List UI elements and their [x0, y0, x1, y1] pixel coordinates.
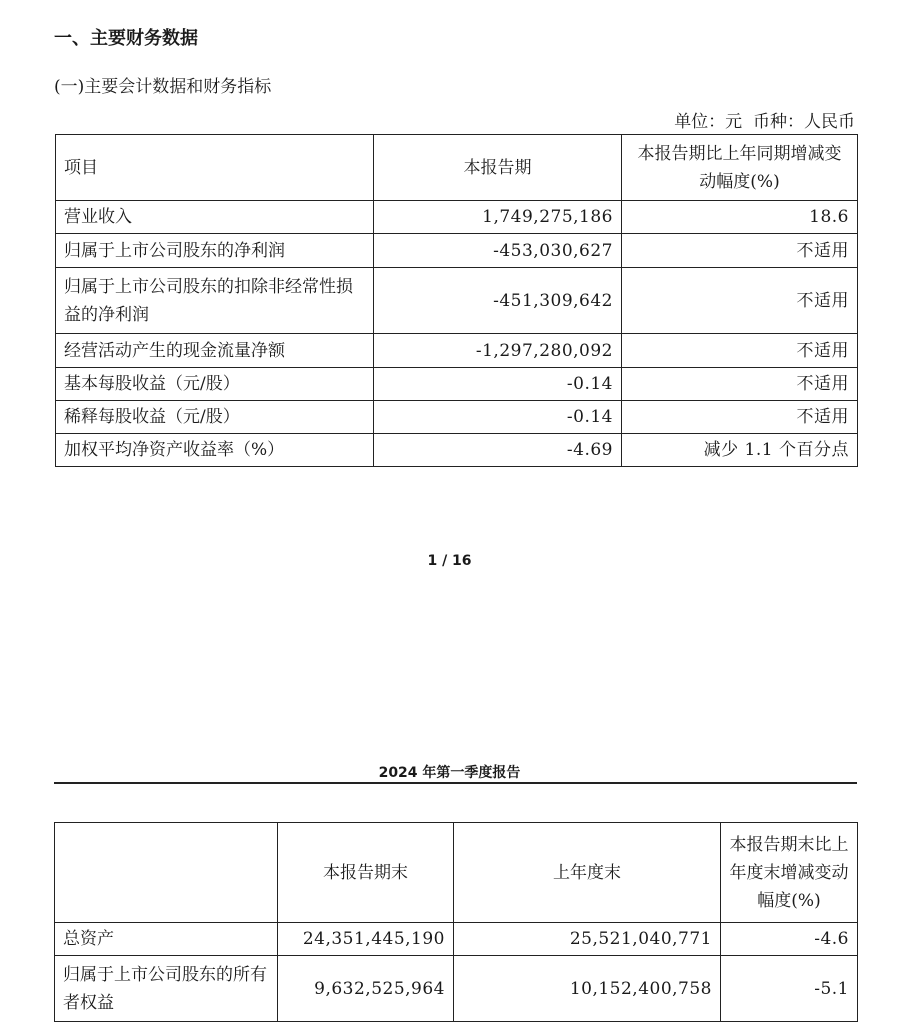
unit-currency-note: 单位：元 币种：人民币 — [674, 112, 855, 132]
row-current: -451,309,642 — [374, 268, 622, 334]
row-current: -0.14 — [374, 368, 622, 401]
row-prior: 25,521,040,771 — [454, 923, 721, 956]
row-change: 不适用 — [622, 234, 858, 268]
row-change: 不适用 — [622, 334, 858, 368]
row-item: 归属于上市公司股东的扣除非经常性损益的净利润 — [56, 268, 374, 334]
financial-data-table — [55, 134, 858, 467]
row-current: 9,632,525,964 — [278, 956, 454, 1022]
row-change: 不适用 — [622, 268, 858, 334]
table-row — [55, 923, 858, 956]
table-row — [56, 334, 858, 368]
row-current: 24,351,445,190 — [278, 923, 454, 956]
page-number: 1 / 16 — [427, 553, 472, 569]
row-change: -5.1 — [721, 956, 858, 1022]
header-divider — [54, 782, 857, 784]
row-item: 营业收入 — [56, 201, 374, 234]
row-item: 加权平均净资产收益率（%） — [56, 434, 374, 467]
row-item: 基本每股收益（元/股） — [56, 368, 374, 401]
header-change-rate: 本报告期末比上年度末增减变动幅度(%) — [721, 823, 858, 923]
row-item: 归属于上市公司股东的所有者权益 — [55, 956, 278, 1022]
row-prior: 10,152,400,758 — [454, 956, 721, 1022]
table-row — [56, 234, 858, 268]
header-item — [55, 823, 278, 923]
row-current: -1,297,280,092 — [374, 334, 622, 368]
row-change: -4.6 — [721, 923, 858, 956]
row-item: 经营活动产生的现金流量净额 — [56, 334, 374, 368]
table-row — [56, 401, 858, 434]
table-row — [56, 368, 858, 401]
row-change: 不适用 — [622, 401, 858, 434]
row-item: 总资产 — [55, 923, 278, 956]
header-current-period: 本报告期 — [374, 135, 622, 201]
table-row — [56, 268, 858, 334]
report-header: 2024 年第一季度报告 — [378, 765, 521, 781]
balance-data-table — [54, 822, 858, 1022]
subsection-title: (一)主要会计数据和财务指标 — [54, 77, 272, 97]
table-header-row — [56, 135, 858, 201]
header-item: 项目 — [56, 135, 374, 201]
table-header-row — [55, 823, 858, 923]
row-change: 减少 1.1 个百分点 — [622, 434, 858, 467]
row-change: 不适用 — [622, 368, 858, 401]
header-prior-year-end: 上年度末 — [454, 823, 721, 923]
row-current: 1,749,275,186 — [374, 201, 622, 234]
header-period-end: 本报告期末 — [278, 823, 454, 923]
row-current: -453,030,627 — [374, 234, 622, 268]
section-title: 一、主要财务数据 — [54, 28, 198, 49]
table-row — [56, 201, 858, 234]
row-item: 稀释每股收益（元/股） — [56, 401, 374, 434]
header-change-rate: 本报告期比上年同期增减变动幅度(%) — [622, 135, 858, 201]
row-current: -4.69 — [374, 434, 622, 467]
row-change: 18.6 — [622, 201, 858, 234]
table-row — [55, 956, 858, 1022]
row-current: -0.14 — [374, 401, 622, 434]
row-item: 归属于上市公司股东的净利润 — [56, 234, 374, 268]
table-row — [56, 434, 858, 467]
